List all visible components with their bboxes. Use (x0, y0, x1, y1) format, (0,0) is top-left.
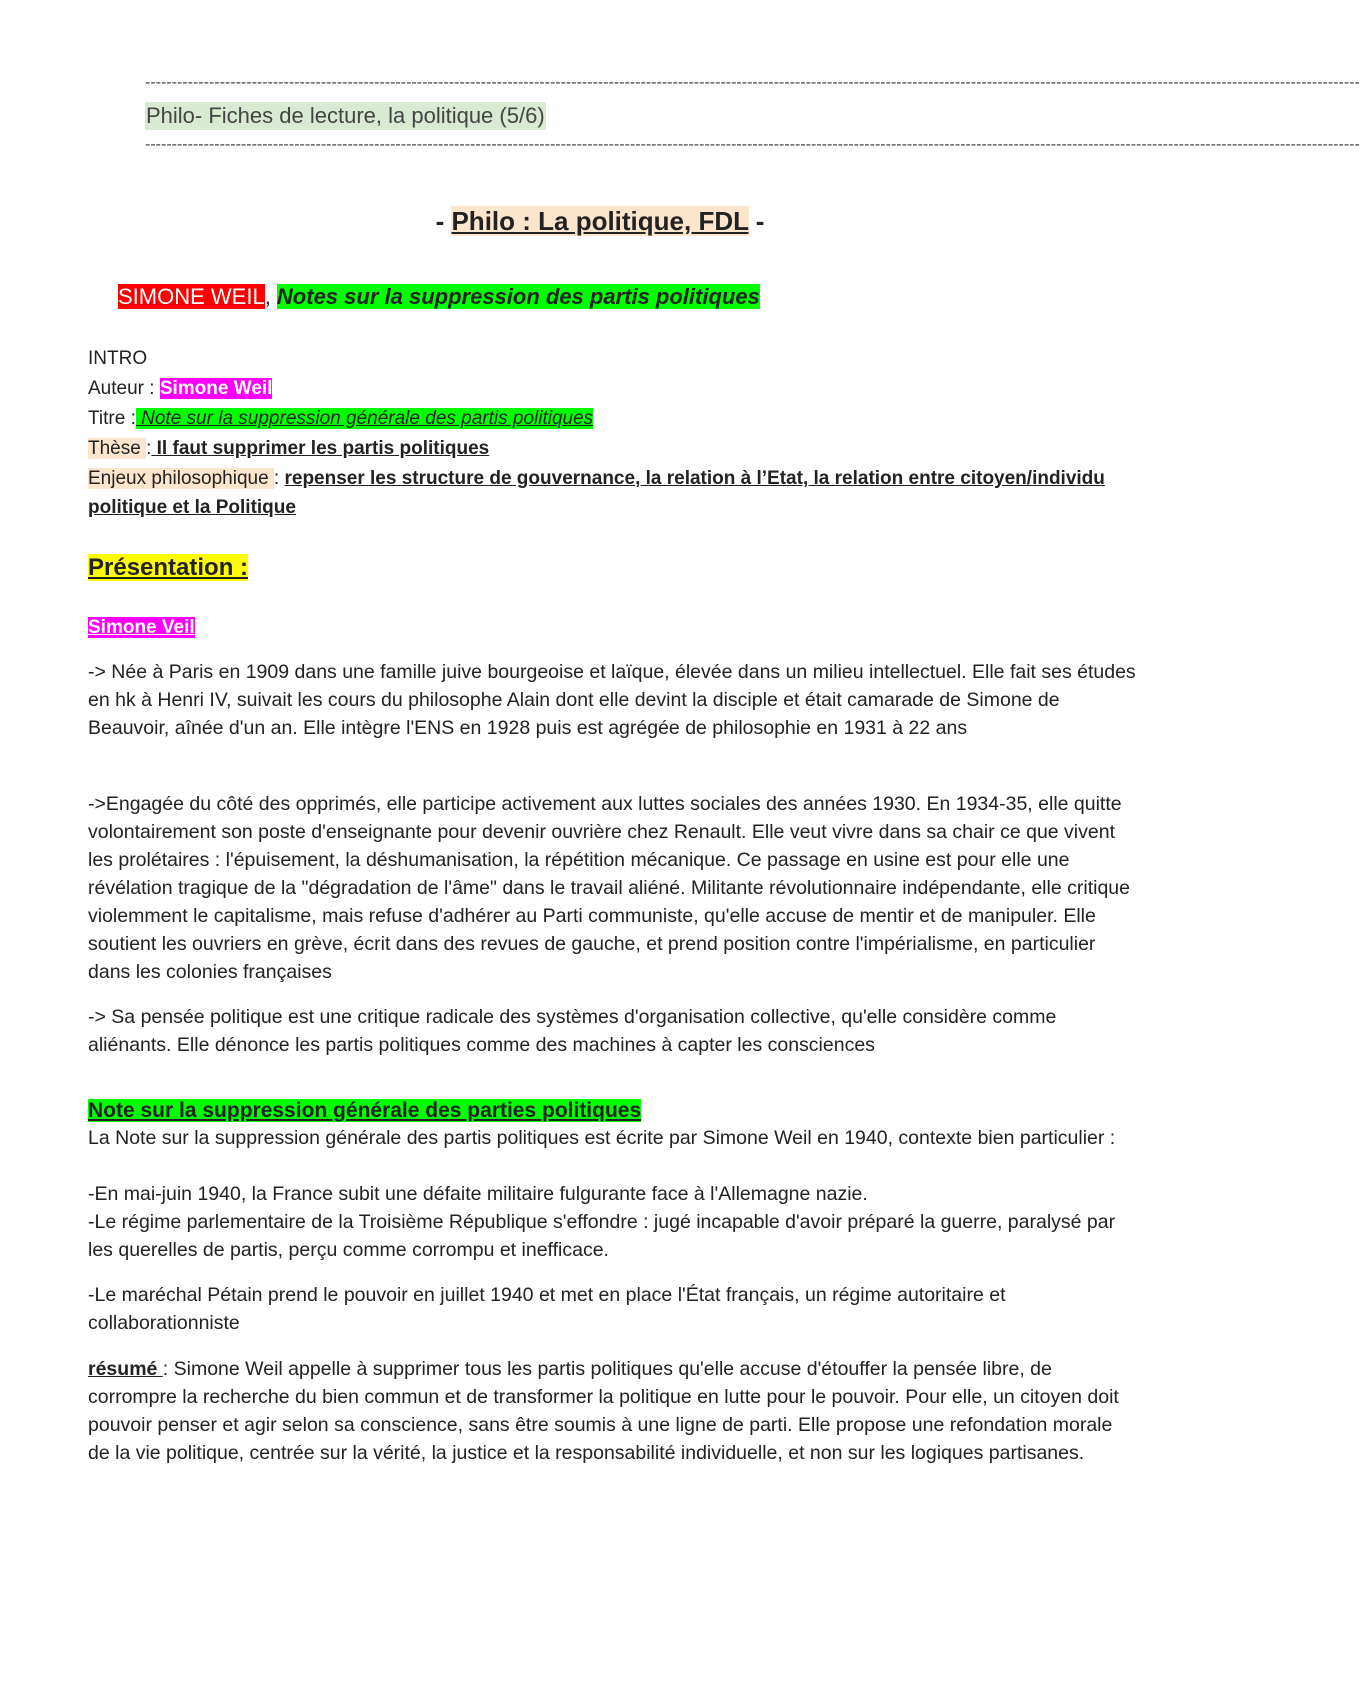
stakes-value: repenser les structure de gouvernance, la relation à l’Etat, la relation entre citoyen/individu politique et la Politique (88, 468, 1105, 518)
note-paragraph-petain: -Le maréchal Pétain prend le pouvoir en juillet 1940 et met en place l'État français, un régime autoritaire et collaborationniste (88, 1284, 1006, 1334)
note-paragraph-republic: -Le régime parlementaire de la Troisième République s'effondre : jugé incapable d'avoir préparé la guerre, paralysé par les querelles de partis, perçu comme corrompu et inefficace. (88, 1211, 1116, 1261)
intro-thesis-row (88, 434, 1128, 464)
note-paragraph-defeat: -En mai-juin 1940, la France subit une défaite militaire fulgurante face à l'Allemagne nazie. (88, 1183, 868, 1205)
thesis-colon: : (146, 438, 152, 459)
author-label: Auteur : (88, 378, 160, 399)
page-title (0, 204, 1200, 238)
document-label: Philo- Fiches de lecture, la politique (5/6) (146, 103, 545, 128)
author-value: Simone Weil (159, 378, 273, 399)
thesis-value: Il faut supprimer les partis politiques (151, 438, 490, 459)
work-subtitle (118, 283, 760, 311)
simone-veil-subheading (88, 615, 195, 641)
stakes-label: Enjeux philosophique (88, 468, 274, 489)
header-divider-top: ------------------------------------------------------------------------------------------------------------------------------------------------------------------------------------------------------------------------------------ (145, 74, 1360, 91)
intro-section (88, 344, 1128, 522)
note-heading (88, 1098, 641, 1124)
presentation-paragraph-2: ->Engagée du côté des opprimés, elle participe activement aux luttes sociales des années 1930. En 1934-35, elle quitte volontairement son poste d'enseignante pour devenir ouvrière chez Renault. Elle veut vivre dans sa chair ce que vivent les prolétaires : l'épuisement, la déshumanisation, la répétition mécanique. Ce passage en usine est pour elle une révélation tragique de la "dégradation de l'âme" dans le travail aliéné. Militante révolutionnaire indépendante, elle critique violemment le capitalisme, mais refuse d'adhérer au Parti communiste, qu'elle accuse de mentir et de manipuler. Elle soutient les ouvriers en grève, écrit dans des revues de gauche, et prend position contre l'impérialisme, en particulier dans les colonies françaises (88, 793, 1130, 983)
intro-author-row (88, 374, 1128, 404)
simone-veil-subheading-text: Simone Veil (88, 617, 195, 638)
intro-stakes-row (88, 464, 1128, 522)
presentation-heading-text: Présentation : (88, 554, 249, 581)
presentation-paragraph-1: -> Née à Paris en 1909 dans une famille juive bourgeoise et laïque, élevée dans un milieu intellectuel. Elle fait ses études en hk à Henri IV, suivait les cours du philosophe Alain dont elle devint la disciple et était camarade de Simone de Beauvoir, aînée d'un an. Elle intègre l'ENS en 1928 puis est agrégée de philosophie en 1931 à 22 ans (88, 661, 1136, 739)
stakes-colon: : (273, 468, 285, 489)
subtitle-author: SIMONE WEIL (118, 284, 265, 309)
intro-heading: INTRO (88, 348, 148, 369)
subtitle-work: Notes sur la suppression des partis politiques (276, 284, 760, 309)
thesis-label: Thèse (88, 438, 147, 459)
note-paragraph-intro: La Note sur la suppression générale des partis politiques est écrite par Simone Weil en 1940, contexte bien particulier : (88, 1127, 1116, 1149)
title-label: Titre : (88, 408, 136, 429)
presentation-paragraph-3: -> Sa pensée politique est une critique radicale des systèmes d'organisation collective, qu'elle considère comme aliénants. Elle dénonce les partis politiques comme des machines à capter les consciences (88, 1006, 1057, 1056)
intro-title-row (88, 404, 1128, 434)
summary-paragraph (88, 1355, 1138, 1467)
presentation-heading (88, 552, 248, 584)
title-text: Philo : La politique, FDL (451, 206, 749, 236)
title-prefix: - (435, 206, 452, 236)
header-divider-bottom: ------------------------------------------------------------------------------------------------------------------------------------------------------------------------------------------------------------------------------------ (145, 136, 1360, 153)
title-suffix: - (748, 206, 765, 236)
summary-label: résumé (88, 1358, 163, 1380)
subtitle-separator: , (264, 284, 277, 309)
title-value: Note sur la suppression générale des partis politiques (135, 408, 594, 429)
summary-text: : Simone Weil appelle à supprimer tous les partis politiques qu'elle accuse d'étouffer la pensée libre, de corrompre la recherche du bien commun et de transformer la politique en lutte pour le pouvoir. Pour elle, un citoyen doit pouvoir penser et agir selon sa conscience, sans être soumis à une ligne de parti. Elle propose une refondation morale de la vie politique, centrée sur la vérité, la justice et la responsabilité individuelle, et non sur les logiques partisanes. (88, 1358, 1119, 1464)
note-heading-text: Note sur la suppression générale des parties politiques (88, 1099, 642, 1122)
